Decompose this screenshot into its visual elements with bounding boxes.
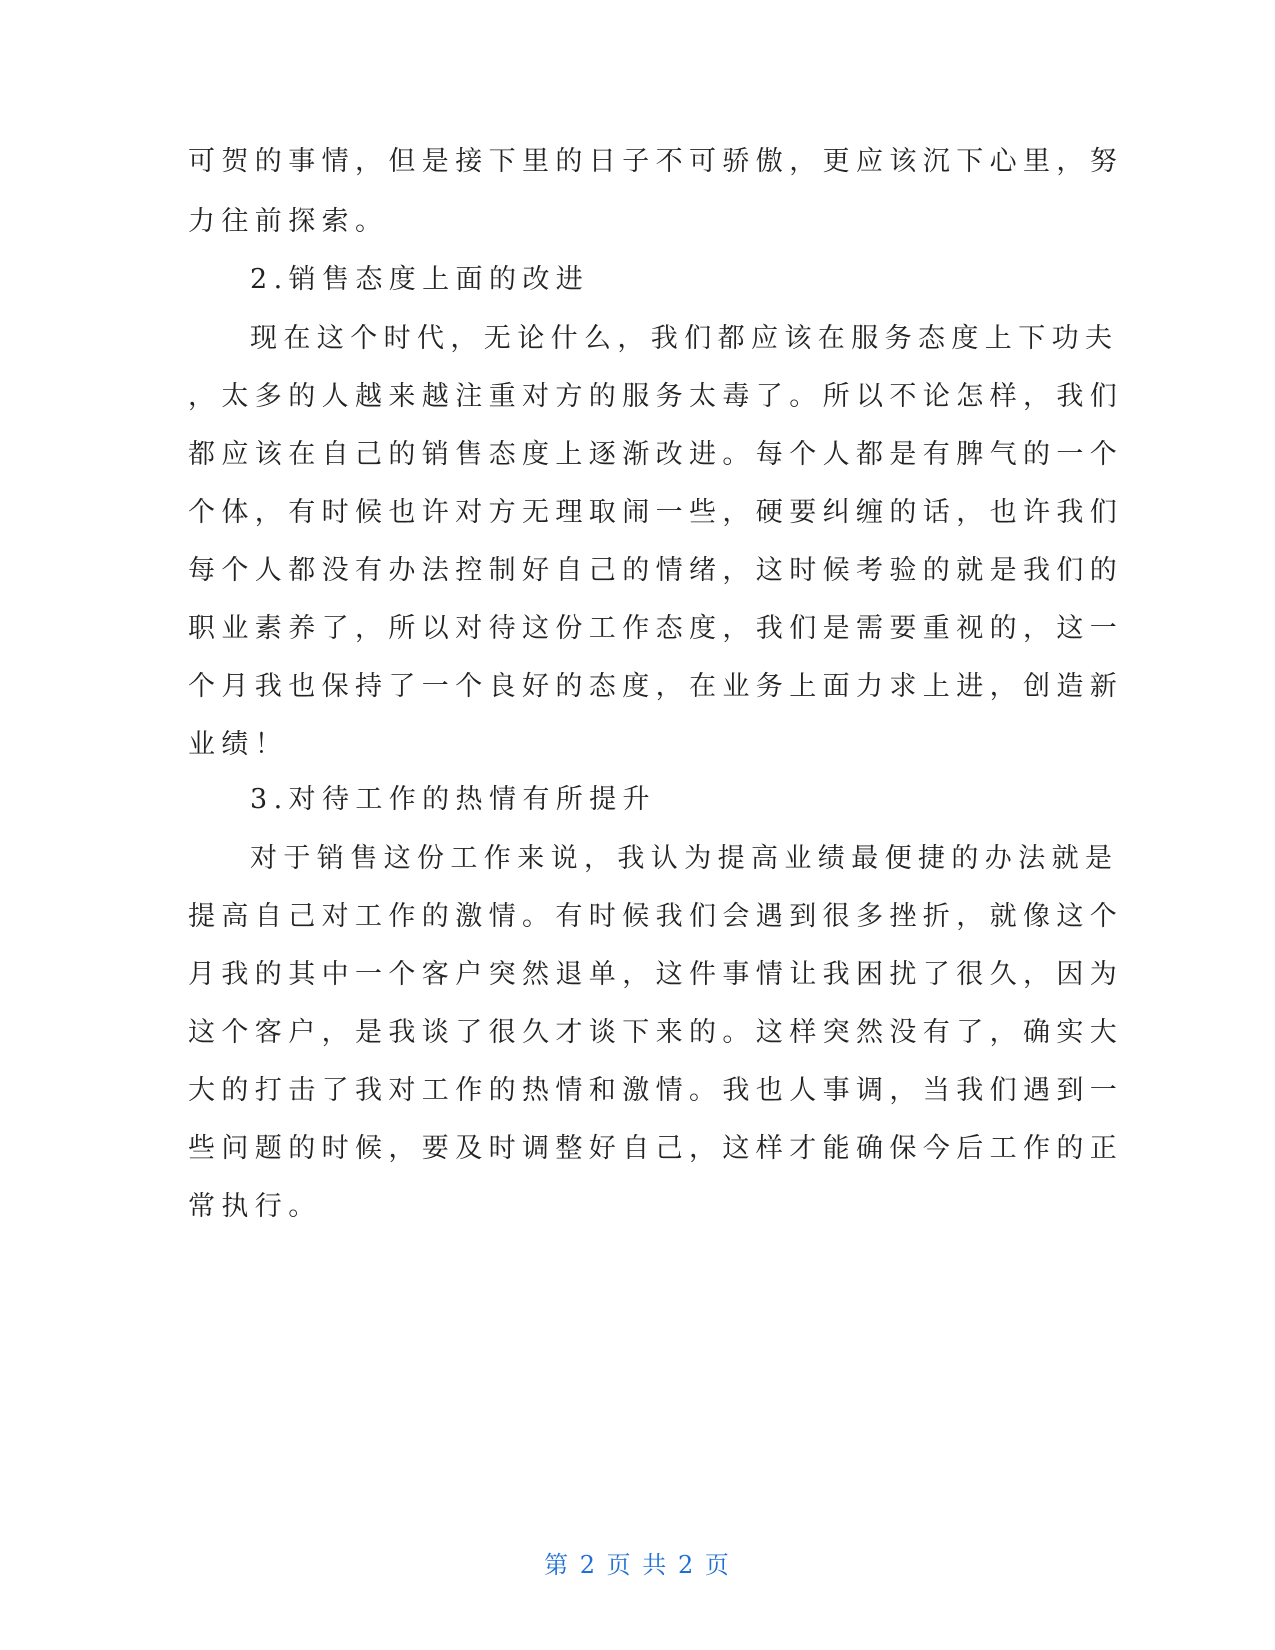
body-text-line: 提高自己对工作的激情。有时候我们会遇到很多挫折，就像这个 <box>188 901 1124 932</box>
body-text-line: 些问题的时候，要及时调整好自己，这样才能确保今后工作的正 <box>188 1133 1124 1164</box>
body-text-line: 力往前探索。 <box>188 206 389 237</box>
paragraph-first-line: 现在这个时代，无论什么，我们都应该在服务态度上下功夫 <box>250 323 1119 354</box>
body-text-line: 个体，有时候也许对方无理取闹一些，硬要纠缠的话，也许我们 <box>188 497 1124 528</box>
body-text-line: 大的打击了我对工作的热情和激情。我也人事调，当我们遇到一 <box>188 1075 1124 1106</box>
body-text-line: 个月我也保持了一个良好的态度，在业务上面力求上进，创造新 <box>188 671 1124 702</box>
body-text-line: 常执行。 <box>188 1191 322 1222</box>
body-text-line: 可贺的事情，但是接下里的日子不可骄傲，更应该沉下心里，努 <box>188 146 1124 177</box>
body-text-line: 都应该在自己的销售态度上逐渐改进。每个人都是有脾气的一个 <box>188 439 1124 470</box>
section-heading: 2.销售态度上面的改进 <box>250 264 590 295</box>
section-heading: 3.对待工作的热情有所提升 <box>250 784 656 815</box>
body-text-line: 每个人都没有办法控制好自己的情绪，这时候考验的就是我们的 <box>188 555 1124 586</box>
body-text-line: 职业素养了，所以对待这份工作态度，我们是需要重视的，这一 <box>188 613 1124 644</box>
body-text-line: ，太多的人越来越注重对方的服务太毒了。所以不论怎样，我们 <box>188 381 1124 412</box>
page-number-footer: 第 2 页 共 2 页 <box>544 1551 731 1579</box>
paragraph-first-line: 对于销售这份工作来说，我认为提高业绩最便捷的办法就是 <box>250 843 1119 874</box>
body-text-line: 业绩！ <box>188 729 289 760</box>
body-text-line: 月我的其中一个客户突然退单，这件事情让我困扰了很久，因为 <box>188 959 1124 990</box>
body-text-line: 这个客户，是我谈了很久才谈下来的。这样突然没有了，确实大 <box>188 1017 1124 1048</box>
